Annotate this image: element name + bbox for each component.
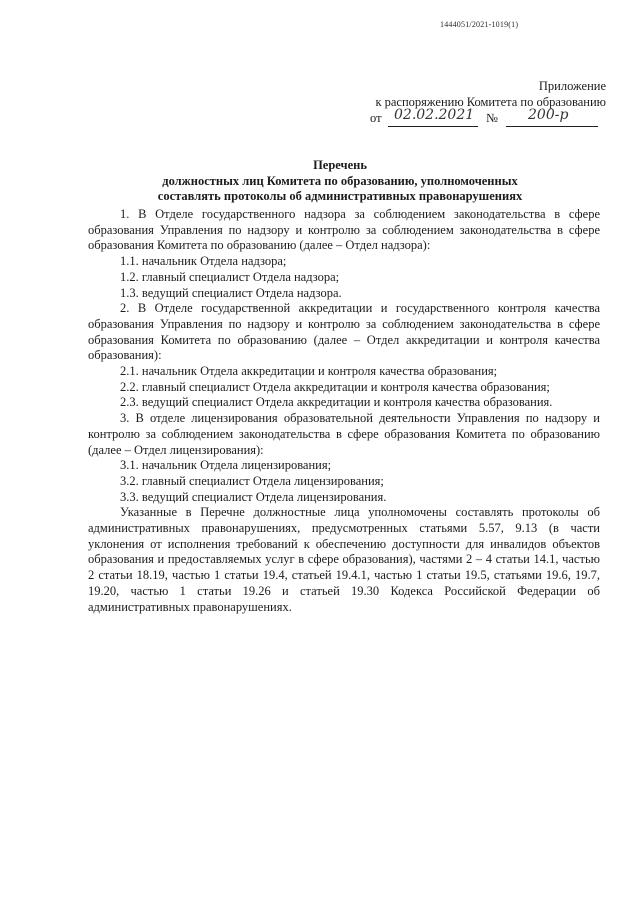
title-line-3: составлять протоколы об административных правонарушениях [157,189,523,203]
handwritten-date: 02.02.2021 [394,107,475,123]
appendix-block [375,78,606,110]
section-1-item: 1.1. начальник Отдела надзора; [120,254,287,269]
document-title [60,158,620,205]
section-2-item: 2.2. главный специалист Отдела аккредитации и контроля качества образования; [120,379,550,394]
section-3-item: 3.3. ведущий специалист Отдела лицензирования. [120,489,387,504]
title-line-1: Перечень [313,158,367,172]
appendix-heading: Приложение [538,79,606,93]
section-2-item: 2.3. ведущий специалист Отдела аккредитации и контроля качества образования. [120,395,553,410]
date-prefix: от [370,111,382,125]
handwritten-number: 200-р [528,107,569,123]
section-2-item: 2.1. начальник Отдела аккредитации и контроля качества образования; [120,364,498,379]
section-1-paragraph: 1. В Отделе государственного надзора за соблюдением законодательства в сфере образования Управления по надзору и контролю за соблюдением законодательства в сфере образования Комитета по образованию (далее – Отдел надзора): [88,207,600,253]
closing-paragraph: Указанные в Перечне должностные лица уполномочены составлять протоколы об административных правонарушениях, предусмотренных статьями 5.57, 9.13 (в части уклонения от исполнения требований к обеспечению доступности для инвалидов объектов образования и предоставляемых услуг в сфере образования), частями 2 – 4 статьи 14.1, частью 2 статьи 18.19, частью 1 статьи 19.4, статьей 19.4.1, частью 1 статьи 19.5, статьями 19.6, 19.7, 19.20, частью 1 статьи 19.26 и статьей 19.30 Кодекса Российской Федерации об административных правонарушениях. [88,505,600,614]
appendix-date-number-row [370,107,610,129]
appendix-order-reference: к распоряжению Комитета по образованию [375,95,606,109]
number-underline [506,126,598,127]
section-3-item: 3.2. главный специалист Отдела лицензирования; [120,473,384,488]
section-3-item: 3.1. начальник Отдела лицензирования; [120,458,332,473]
section-1-item: 1.3. ведущий специалист Отдела надзора. [120,285,342,300]
number-prefix: № [486,111,498,125]
section-2-paragraph: 2. В Отделе государственной аккредитации и государственного контроля качества образования Управления по надзору и контролю за соблюдением законодательства в сфере образования Комитета по образованию (далее – Отдел аккредитации и контроля качества образования): [88,301,600,363]
section-3-paragraph: 3. В отделе лицензирования образовательной деятельности Управления по надзору и контролю за соблюдением законодательства в сфере образования Комитета по образованию (далее – Отдел лицензирования): [88,411,600,457]
title-line-2: должностных лиц Комитета по образованию, уполномоченных [162,173,518,188]
document-body [88,207,600,615]
date-underline [388,126,478,127]
document-registration-number: 1444051/2021-1019(1) [440,20,519,29]
section-1-item: 1.2. главный специалист Отдела надзора; [120,269,340,284]
